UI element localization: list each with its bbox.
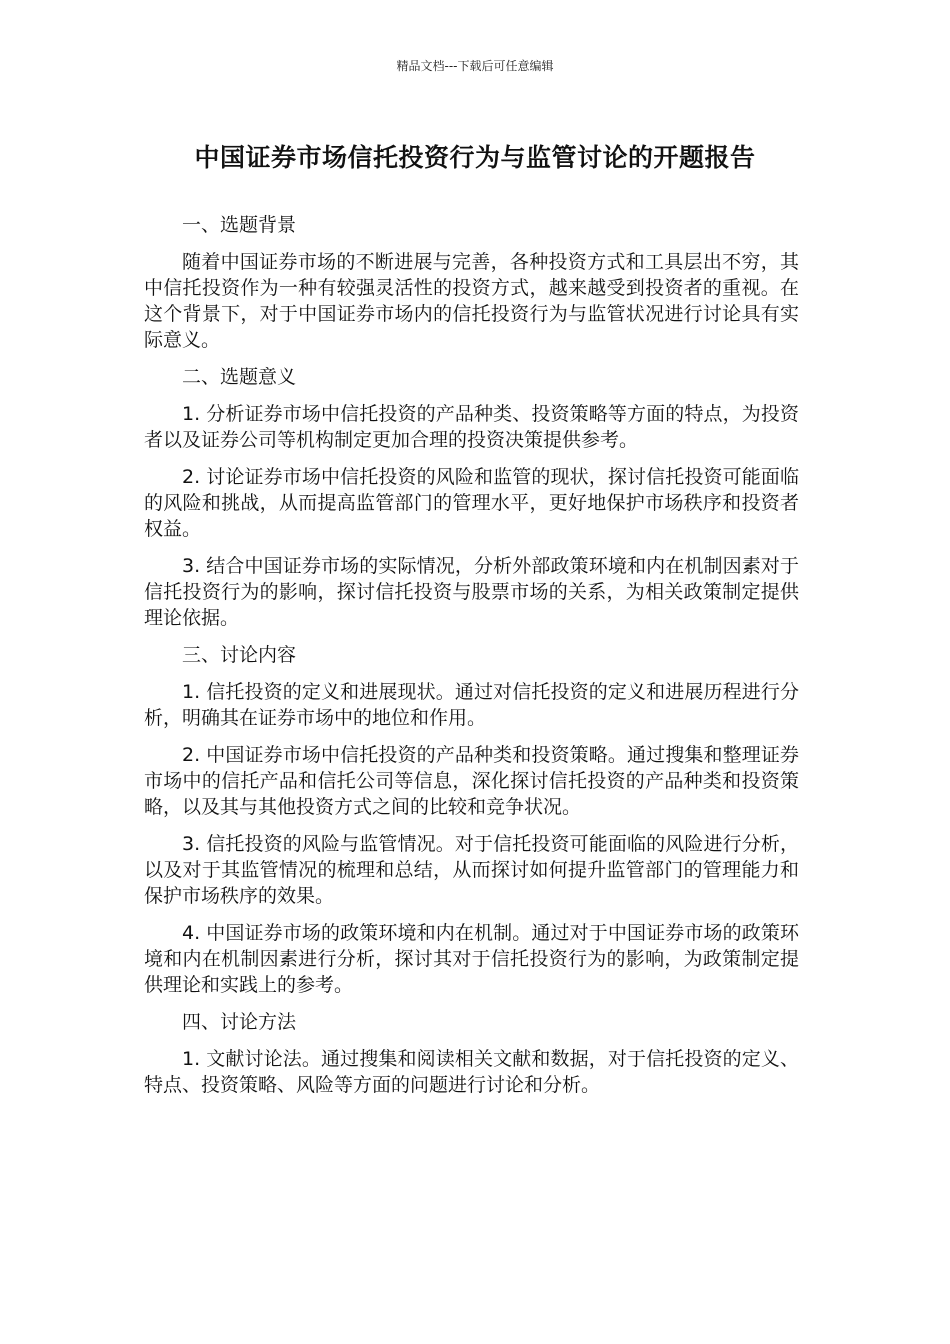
document-body <box>144 212 799 1109</box>
section-heading-background: 一、选题背景 <box>182 214 297 236</box>
section-heading-significance: 二、选题意义 <box>182 366 297 388</box>
paragraph-significance-3: 3. 结合中国证券市场的实际情况，分析外部政策环境和内在机制因素对于信托投资行为的影响，探讨信托投资与股票市场的关系，为相关政策制定提供理论依据。 <box>144 555 799 629</box>
document-title: 中国证券市场信托投资行为与监管讨论的开题报告 <box>194 143 756 172</box>
paragraph-significance-1: 1. 分析证券市场中信托投资的产品种类、投资策略等方面的特点，为投资者以及证券公司等机构制定更加合理的投资决策提供参考。 <box>144 403 799 451</box>
paragraph-significance-2: 2. 讨论证券市场中信托投资的风险和监管的现状，探讨信托投资可能面临的风险和挑战，从而提高监管部门的管理水平，更好地保护市场秩序和投资者权益。 <box>144 466 799 540</box>
section-heading-methods: 四、讨论方法 <box>182 1011 297 1033</box>
page-header-note: 精品文档---下载后可任意编辑 <box>396 59 554 73</box>
paragraph-content-1: 1. 信托投资的定义和进展现状。通过对信托投资的定义和进展历程进行分析，明确其在证券市场中的地位和作用。 <box>144 681 799 729</box>
section-heading-content: 三、讨论内容 <box>182 644 297 666</box>
paragraph-background: 随着中国证券市场的不断进展与完善，各种投资方式和工具层出不穷，其中信托投资作为一种有较强灵活性的投资方式，越来越受到投资者的重视。在这个背景下，对于中国证券市场内的信托投资行为与监管状况进行讨论具有实际意义。 <box>144 251 799 351</box>
paragraph-methods-1: 1. 文献讨论法。通过搜集和阅读相关文献和数据，对于信托投资的定义、特点、投资策略、风险等方面的问题进行讨论和分析。 <box>144 1048 799 1096</box>
paragraph-content-2: 2. 中国证券市场中信托投资的产品种类和投资策略。通过搜集和整理证券市场中的信托产品和信托公司等信息，深化探讨信托投资的产品种类和投资策略，以及其与其他投资方式之间的比较和竞争状况。 <box>144 744 799 818</box>
paragraph-content-4: 4. 中国证券市场的政策环境和内在机制。通过对于中国证券市场的政策环境和内在机制因素进行分析，探讨其对于信托投资行为的影响，为政策制定提供理论和实践上的参考。 <box>144 922 799 996</box>
paragraph-content-3: 3. 信托投资的风险与监管情况。对于信托投资可能面临的风险进行分析，以及对于其监管情况的梳理和总结，从而探讨如何提升监管部门的管理能力和保护市场秩序的效果。 <box>144 833 799 907</box>
